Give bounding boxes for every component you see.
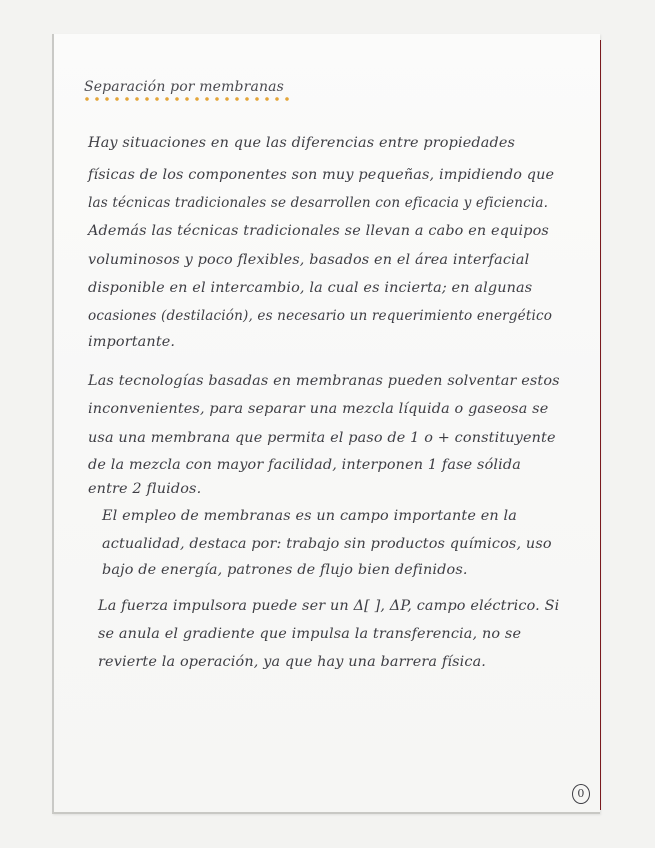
paragraph-2-line-4: de la mezcla con mayor facilidad, interponen 1 fase sólida xyxy=(88,457,521,473)
paragraph-1-line-4: Además las técnicas tradicionales se llevan a cabo en equipos xyxy=(88,223,549,239)
paragraph-4-line-1: La fuerza impulsora puede ser un Δ[ ], ΔP, campo eléctrico. Si xyxy=(98,598,560,614)
handwritten-notes xyxy=(54,34,600,812)
paragraph-1-line-7: ocasiones (destilación), es necesario un requerimiento energético xyxy=(88,308,553,324)
paragraph-1-line-1: Hay situaciones en que las diferencias entre propiedades xyxy=(88,135,516,151)
paragraph-1-line-5: voluminosos y poco flexibles, basados en el área interfacial xyxy=(88,252,530,268)
paragraph-1-line-8: importante. xyxy=(88,334,176,350)
paragraph-3-line-2: actualidad, destaca por: trabajo sin productos químicos, uso xyxy=(102,536,552,552)
paragraph-3-line-1: El empleo de membranas es un campo importante en la xyxy=(102,508,518,524)
paragraph-1-line-3: las técnicas tradicionales se desarrollen con eficacia y eficiencia. xyxy=(88,195,549,211)
paragraph-1-line-2: físicas de los componentes son muy pequeñas, impidiendo que xyxy=(88,167,555,183)
page-number-circle: 0 xyxy=(572,784,590,804)
title-dotted-underline xyxy=(82,96,292,102)
page-title: Separación por membranas xyxy=(84,79,284,95)
paragraph-3-line-3: bajo de energía, patrones de flujo bien definidos. xyxy=(102,562,468,578)
paragraph-2-line-2: inconvenientes, para separar una mezcla líquida o gaseosa se xyxy=(88,401,549,417)
paper-sheet xyxy=(52,34,600,814)
paragraph-4-line-2: se anula el gradiente que impulsa la transferencia, no se xyxy=(98,626,522,642)
paragraph-1-line-6: disponible en el intercambio, la cual es incierta; en algunas xyxy=(88,280,533,296)
paragraph-2-line-3: usa una membrana que permita el paso de 1 o + constituyente xyxy=(88,430,556,446)
paragraph-4-line-3: revierte la operación, ya que hay una barrera física. xyxy=(98,654,487,670)
paragraph-2-line-1: Las tecnologías basadas en membranas pueden solventar estos xyxy=(88,373,560,389)
paragraph-2-line-5: entre 2 fluidos. xyxy=(88,481,202,497)
